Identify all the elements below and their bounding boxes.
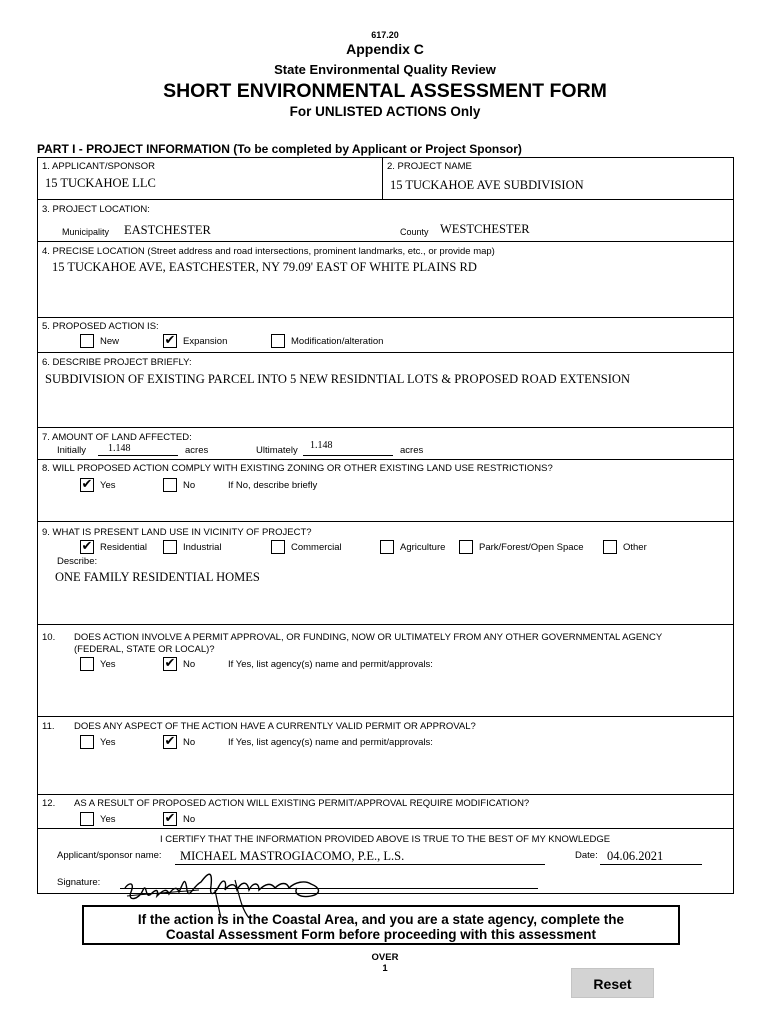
describe-project-field[interactable]: SUBDIVISION OF EXISTING PARCEL INTO 5 NEW RESIDNTIAL LOTS & PROPOSED ROAD EXTENSION bbox=[45, 372, 630, 386]
q12-label: AS A RESULT OF PROPOSED ACTION WILL EXISTING PERMIT/APPROVAL REQUIRE MODIFICATION? bbox=[74, 798, 530, 809]
permit-no-label: No bbox=[183, 659, 196, 670]
modification-yes-label: Yes bbox=[100, 814, 116, 825]
applicant-name-label: Applicant/sponsor name: bbox=[57, 850, 162, 861]
landuse-park-label: Park/Forest/Open Space bbox=[479, 542, 584, 553]
landuse-commercial-label: Commercial bbox=[291, 542, 342, 553]
modification-yes-checkbox[interactable] bbox=[80, 812, 94, 826]
zoning-label: 8. WILL PROPOSED ACTION COMPLY WITH EXISTING ZONING OR OTHER EXISTING LAND USE RESTRICTIONS? bbox=[42, 463, 553, 474]
action-expansion-checkbox[interactable]: ✔ bbox=[164, 333, 176, 348]
page-code: 617.20 bbox=[371, 30, 399, 40]
landuse-commercial-checkbox[interactable] bbox=[271, 540, 285, 554]
divider bbox=[37, 624, 734, 625]
initially-unit: acres bbox=[185, 445, 209, 456]
underline bbox=[303, 455, 393, 456]
describe-project-label: 6. DESCRIBE PROJECT BRIEFLY: bbox=[42, 357, 192, 368]
appendix-title: Appendix C bbox=[346, 41, 424, 57]
modification-no-checkbox[interactable]: ✔ bbox=[164, 811, 176, 826]
ultimately-field[interactable]: 1.148 bbox=[310, 440, 333, 451]
applicant-name-field[interactable]: MICHAEL MASTROGIACOMO, P.E., L.S. bbox=[180, 849, 405, 863]
landuse-residential-checkbox[interactable]: ✔ bbox=[81, 539, 93, 554]
form-subtitle: For UNLISTED ACTIONS Only bbox=[289, 104, 481, 119]
over-text: OVER bbox=[371, 952, 399, 963]
valid-permit-yes-checkbox[interactable] bbox=[80, 735, 94, 749]
initially-field[interactable]: 1.148 bbox=[108, 443, 131, 454]
applicant-field[interactable]: 15 TUCKAHOE LLC bbox=[45, 176, 156, 190]
divider bbox=[37, 199, 734, 200]
divider bbox=[37, 352, 734, 353]
q10-label-line1: DOES ACTION INVOLVE A PERMIT APPROVAL, OR FUNDING, NOW OR ULTIMATELY FROM ANY OTHER GOVERNMENTAL AGENCY bbox=[74, 632, 663, 643]
signature-label: Signature: bbox=[57, 877, 101, 888]
action-new-label: New bbox=[100, 336, 120, 347]
q10-label-line2: (FEDERAL, STATE OR LOCAL)? bbox=[74, 644, 215, 655]
project-name-label: 2. PROJECT NAME bbox=[387, 161, 472, 172]
coastal-notice bbox=[82, 905, 680, 945]
divider bbox=[37, 521, 734, 522]
permit-yes-checkbox[interactable] bbox=[80, 657, 94, 671]
divider bbox=[37, 241, 734, 242]
permit-yes-label: Yes bbox=[100, 659, 116, 670]
landuse-other-checkbox[interactable] bbox=[603, 540, 617, 554]
part1-heading: PART I - PROJECT INFORMATION (To be completed by Applicant or Project Sponsor) bbox=[37, 142, 522, 156]
landuse-agriculture-checkbox[interactable] bbox=[380, 540, 394, 554]
coastal-line2: Coastal Assessment Form before proceeding with this assessment bbox=[165, 927, 597, 942]
precise-location-field[interactable]: 15 TUCKAHOE AVE, EASTCHESTER, NY 79.09' EAST OF WHITE PLAINS RD bbox=[52, 260, 477, 274]
county-field[interactable]: WESTCHESTER bbox=[440, 222, 530, 236]
coastal-line1: If the action is in the Coastal Area, and you are a state agency, complete the bbox=[137, 912, 625, 927]
divider bbox=[382, 157, 383, 199]
precise-location-label: 4. PRECISE LOCATION (Street address and road intersections, prominent landmarks, etc., or provide map) bbox=[42, 246, 495, 257]
ultimately-unit: acres bbox=[400, 445, 424, 456]
applicant-label: 1. APPLICANT/SPONSOR bbox=[42, 161, 155, 172]
action-new-checkbox[interactable] bbox=[80, 334, 94, 348]
date-label: Date: bbox=[575, 850, 598, 861]
zoning-note: If No, describe briefly bbox=[228, 480, 318, 491]
permit-no-checkbox[interactable]: ✔ bbox=[164, 656, 176, 671]
valid-permit-yes-label: Yes bbox=[100, 737, 116, 748]
municipality-field[interactable]: EASTCHESTER bbox=[124, 223, 211, 237]
landuse-industrial-label: Industrial bbox=[183, 542, 222, 553]
valid-permit-no-checkbox[interactable]: ✔ bbox=[164, 734, 176, 749]
divider bbox=[37, 317, 734, 318]
reset-button[interactable]: Reset bbox=[571, 968, 654, 998]
underline bbox=[98, 455, 178, 456]
describe-field[interactable]: ONE FAMILY RESIDENTIAL HOMES bbox=[55, 570, 260, 584]
q12-number: 12. bbox=[42, 798, 56, 809]
landuse-other-label: Other bbox=[623, 542, 647, 553]
action-modification-checkbox[interactable] bbox=[271, 334, 285, 348]
landuse-industrial-checkbox[interactable] bbox=[163, 540, 177, 554]
project-name-field[interactable]: 15 TUCKAHOE AVE SUBDIVISION bbox=[390, 178, 584, 192]
municipality-label: Municipality bbox=[62, 227, 110, 237]
landuse-agriculture-label: Agriculture bbox=[400, 542, 446, 553]
underline bbox=[600, 864, 702, 865]
zoning-no-label: No bbox=[183, 480, 196, 491]
q11-number: 11. bbox=[42, 721, 55, 732]
agency-title: State Environmental Quality Review bbox=[274, 62, 496, 77]
divider bbox=[37, 828, 734, 829]
describe-label: Describe: bbox=[57, 556, 98, 567]
land-use-label: 9. WHAT IS PRESENT LAND USE IN VICINITY OF PROJECT? bbox=[42, 527, 312, 538]
county-label: County bbox=[400, 227, 429, 237]
landuse-park-checkbox[interactable] bbox=[459, 540, 473, 554]
divider bbox=[37, 716, 734, 717]
location-label: 3. PROJECT LOCATION: bbox=[42, 204, 150, 215]
divider bbox=[37, 794, 734, 795]
permit-note: If Yes, list agency(s) name and permit/approvals: bbox=[228, 659, 433, 670]
valid-permit-no-label: No bbox=[183, 737, 196, 748]
action-modification-label: Modification/alteration bbox=[291, 336, 384, 347]
divider bbox=[37, 459, 734, 460]
page-number: 1 bbox=[382, 963, 388, 974]
date-field[interactable]: 04.06.2021 bbox=[607, 849, 664, 863]
landuse-residential-label: Residential bbox=[100, 542, 147, 553]
zoning-no-checkbox[interactable] bbox=[163, 478, 177, 492]
ultimately-label: Ultimately bbox=[256, 445, 298, 456]
zoning-yes-label: Yes bbox=[100, 480, 116, 491]
initially-label: Initially bbox=[57, 445, 87, 456]
form-title: SHORT ENVIRONMENTAL ASSESSMENT FORM bbox=[163, 80, 607, 102]
certify-statement: I CERTIFY THAT THE INFORMATION PROVIDED ABOVE IS TRUE TO THE BEST OF MY KNOWLEDGE bbox=[159, 834, 611, 845]
q11-label: DOES ANY ASPECT OF THE ACTION HAVE A CURRENTLY VALID PERMIT OR APPROVAL? bbox=[74, 721, 476, 732]
divider bbox=[37, 427, 734, 428]
q10-number: 10. bbox=[42, 632, 56, 643]
action-expansion-label: Expansion bbox=[183, 336, 228, 347]
proposed-action-label: 5. PROPOSED ACTION IS: bbox=[42, 321, 159, 332]
valid-permit-note: If Yes, list agency(s) name and permit/approvals: bbox=[228, 737, 433, 748]
zoning-yes-checkbox[interactable]: ✔ bbox=[81, 477, 93, 492]
modification-no-label: No bbox=[183, 814, 196, 825]
land-affected-label: 7. AMOUNT OF LAND AFFECTED: bbox=[42, 432, 192, 443]
